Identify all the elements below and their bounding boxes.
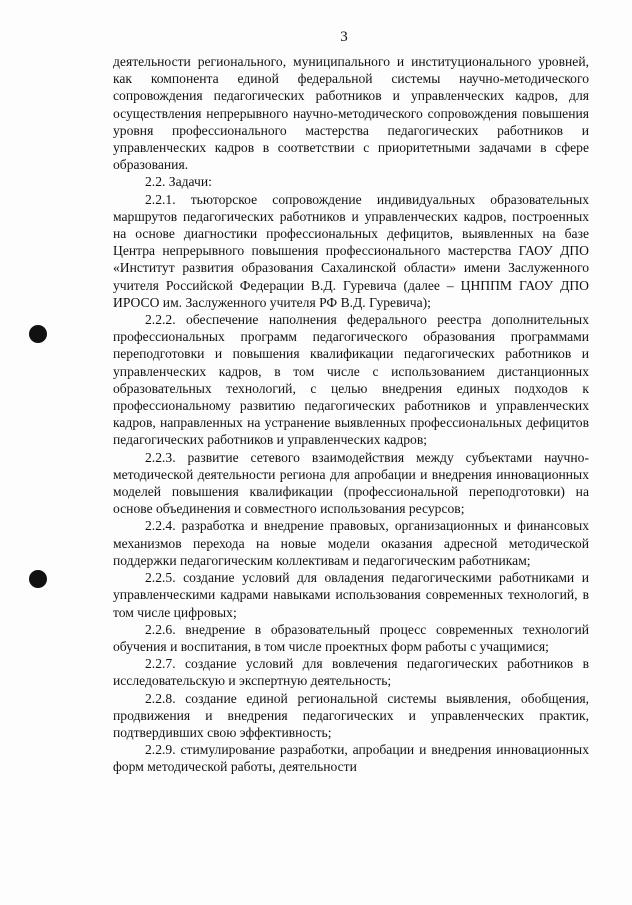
page-number: 3 [340, 29, 348, 45]
document-body [113, 53, 589, 776]
task-2-2-6: 2.2.6. внедрение в образовательный процесс современных технологий обучения и воспитания, в том числе проектных форм работы с учащимися; [113, 621, 589, 654]
punch-hole-mark [29, 325, 47, 343]
task-2-2-1: 2.2.1. тьюторское сопровождение индивидуальных образовательных маршрутов педагогических работников и управленческих кадров, построенных на основе диагностики профессиональных дефицитов, выявленных на базе Центра непрерывного повышения профессионального мастерства ГАОУ ДПО «Институт развития образования Сахалинской области» имени Заслуженного учителя Российской Федерации В.Д. Гуревича (далее – ЦНППМ ГАОУ ДПО ИРОСО им. Заслуженного учителя РФ В.Д. Гуревича); [113, 191, 589, 310]
task-2-2-4: 2.2.4. разработка и внедрение правовых, организационных и финансовых механизмов перехода на новые модели оказания адресной методической поддержки педагогическим коллективам и педагогическим работникам; [113, 518, 589, 568]
tasks-heading: 2.2. Задачи: [145, 174, 212, 190]
task-2-2-9: 2.2.9. стимулирование разработки, апробации и внедрения инновационных форм методической работы, деятельности [113, 742, 589, 775]
task-2-2-5: 2.2.5. создание условий для овладения педагогическими работниками и управленческими кадрами навыками использования современных технологий, в том числе цифровых; [113, 570, 589, 620]
task-2-2-7: 2.2.7. создание условий для вовлечения педагогических работников в исследовательскую и экспертную деятельность; [113, 656, 589, 689]
task-2-2-3: 2.2.3. развитие сетевого взаимодействия между субъектами научно-методической деятельности региона для апробации и внедрения инновационных моделей повышения квалификации (профессиональной переподготовки) на основе объединения и совместного использования ресурсов; [113, 449, 589, 517]
paragraph-intro: деятельности регионального, муниципального и институционального уровней, как компонента единой федеральной системы научно-методического сопровождения педагогических работников и управленческих кадров, для осуществления непрерывного научно-методического сопровождения повышения уровня профессионального мастерства педагогических работников и управленческих кадров в соответствии с приоритетными задачами в сфере образования. [113, 54, 589, 173]
task-2-2-8: 2.2.8. создание единой региональной системы выявления, обобщения, продвижения и внедрения педагогических и управленческих практик, подтвердивших свою эффективность; [113, 690, 589, 740]
punch-hole-mark [29, 570, 47, 588]
task-2-2-2: 2.2.2. обеспечение наполнения федерального реестра дополнительных профессиональных программ педагогического образования программами переподготовки и повышения квалификации педагогических работников и управленческих кадров, в том числе с использованием дистанционных образовательных технологий, с целью внедрения единых подходов к профессиональному развитию педагогических работников и управленческих кадров, направленных на устранение выявленных профессиональных дефицитов педагогических работников и управленческих кадров; [113, 312, 589, 448]
